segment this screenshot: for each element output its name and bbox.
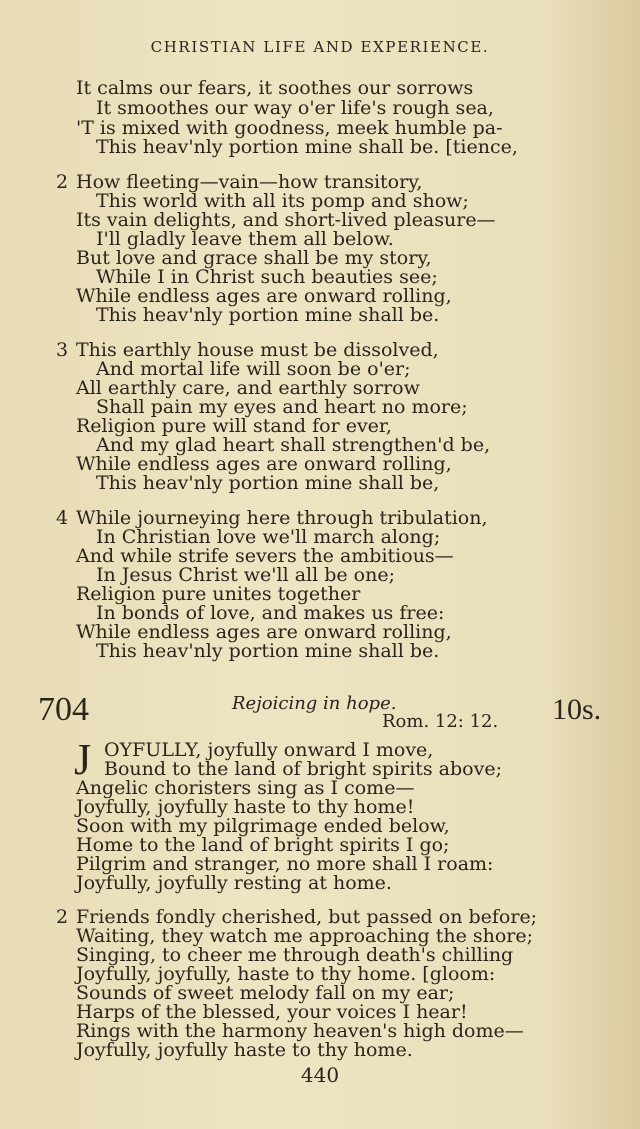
verse-line: And while strife severs the ambitious—	[76, 545, 454, 567]
stanza-number: 2	[56, 906, 69, 928]
verse-line: Joyfully, joyfully, haste to thy home. [gloom:	[76, 963, 496, 985]
verse-line: Shall pain my eyes and heart no more;	[96, 396, 468, 418]
verse-line: In bonds of love, and makes us free:	[96, 602, 445, 624]
verse-line: OYFULLY, joyfully onward I move,	[104, 739, 434, 761]
verse-line: Joyfully, joyfully haste to thy home!	[76, 796, 415, 818]
verse-line: And mortal life will soon be o'er;	[96, 358, 411, 380]
verse-line: While endless ages are onward rolling,	[76, 453, 452, 475]
verse-line: This heav'nly portion mine shall be.	[96, 640, 440, 662]
verse-line: While I in Christ such beauties see;	[96, 266, 438, 288]
verse-line: Angelic choristers sing as I come—	[76, 777, 415, 799]
page-number: 440	[300, 1063, 340, 1087]
verse-line: While journeying here through tribulation,	[76, 507, 488, 529]
verse-line: This heav'nly portion mine shall be. [tience,	[96, 136, 518, 158]
verse-line: This earthly house must be dissolved,	[76, 339, 439, 361]
verse-line: Singing, to cheer me through death's chilling	[76, 944, 514, 966]
verse-line: Bound to the land of bright spirits above;	[104, 758, 502, 780]
verse-line: While endless ages are onward rolling,	[76, 285, 452, 307]
verse-line: Its vain delights, and short-lived pleasure—	[76, 209, 496, 231]
verse-line: Joyfully, joyfully resting at home.	[76, 872, 392, 894]
verse-line: How fleeting—vain—how transitory,	[76, 171, 423, 193]
verse-line: While endless ages are onward rolling,	[76, 621, 452, 643]
verse-line: All earthly care, and earthly sorrow	[76, 377, 420, 399]
hymn-meter: 10s.	[552, 693, 602, 726]
verse-line: In Christian love we'll march along;	[96, 526, 441, 548]
verse-line: Soon with my pilgrimage ended below,	[76, 815, 450, 837]
verse-line: Home to the land of bright spirits I go;	[76, 834, 450, 856]
scripture-reference: Rom. 12: 12.	[382, 711, 499, 732]
verse-line: This heav'nly portion mine shall be,	[96, 472, 440, 494]
verse-line: Religion pure unites together	[76, 583, 361, 605]
verse-line: Religion pure will stand for ever,	[76, 415, 392, 437]
hymn-title: Rejoicing in hope.	[232, 693, 397, 714]
verse-line: In Jesus Christ we'll all be one;	[96, 564, 395, 586]
verse-line: But love and grace shall be my story,	[76, 247, 432, 269]
verse-line: I'll gladly leave them all below.	[96, 228, 394, 250]
running-head: CHRISTIAN LIFE AND EXPERIENCE.	[150, 38, 490, 56]
verse-line: Sounds of sweet melody fall on my ear;	[76, 982, 455, 1004]
verse-line: And my glad heart shall strengthen'd be,	[96, 434, 491, 456]
stanza-number: 4	[56, 507, 69, 529]
drop-cap: J	[74, 735, 92, 784]
verse-line: Joyfully, joyfully haste to thy home.	[76, 1039, 413, 1061]
verse-line: This world with all its pomp and show;	[96, 190, 469, 212]
verse-line: This heav'nly portion mine shall be.	[96, 304, 440, 326]
stanza-number: 2	[56, 171, 69, 193]
verse-line: It calms our fears, it soothes our sorrows	[76, 77, 474, 99]
verse-line: Harps of the blessed, your voices I hear!	[76, 1001, 468, 1023]
verse-line: It smoothes our way o'er life's rough sea,	[96, 97, 494, 119]
verse-line: Friends fondly cherished, but passed on before;	[76, 906, 538, 928]
verse-line: Waiting, they watch me approaching the shore;	[76, 925, 534, 947]
hymn-number: 704	[38, 691, 89, 728]
verse-line: 'T is mixed with goodness, meek humble pa-	[76, 117, 503, 139]
verse-line: Rings with the harmony heaven's high dome—	[76, 1020, 524, 1042]
stanza-number: 3	[56, 339, 69, 361]
verse-line: Pilgrim and stranger, no more shall I roam:	[76, 853, 494, 875]
